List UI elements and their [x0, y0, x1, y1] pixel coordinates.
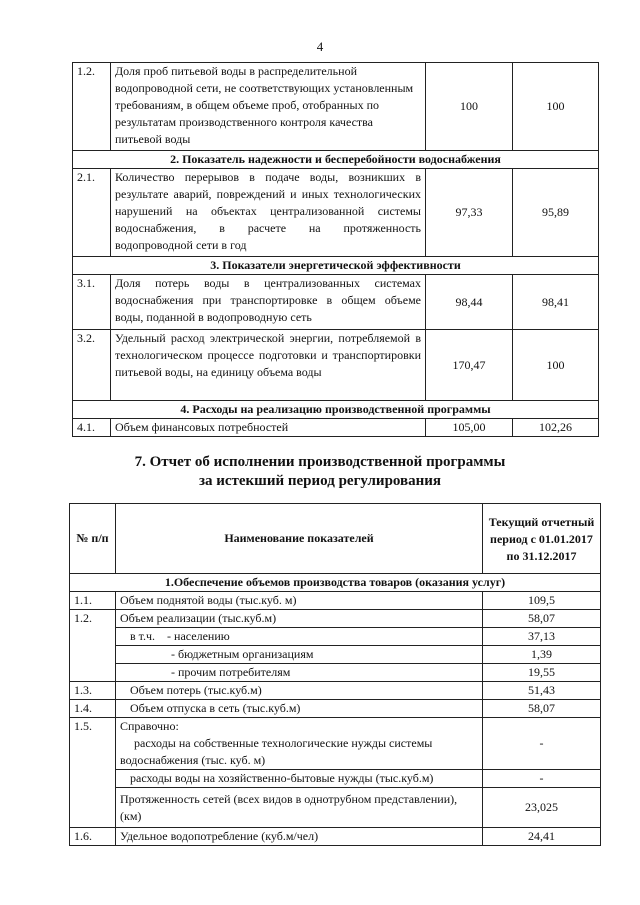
page-number: 4: [316, 39, 324, 54]
row-subtext: Протяженность сетей (всех видов в однотрубном представлении), (км): [116, 788, 483, 828]
row-value: 24,41: [483, 828, 601, 846]
row-value: 1,39: [483, 646, 601, 664]
table-row: [73, 275, 599, 330]
row-text: - бюджетным организациям: [116, 646, 483, 664]
row-text: Объем отпуска в сеть (тыс.куб.м): [116, 700, 483, 718]
row-text: Доля потерь воды в централизованных системах водоснабжения при транспортировке в общем объеме воды, поданной в водопроводную сеть: [111, 275, 426, 330]
row-num: 1.6.: [70, 828, 116, 846]
row-value: 109,5: [483, 592, 601, 610]
section-heading: 2. Показатель надежности и бесперебойности водоснабжения: [73, 151, 599, 169]
row-subtext: - населению: [167, 629, 230, 643]
row-num: 3.1.: [73, 275, 111, 330]
table-row: [70, 646, 601, 664]
row-num: 3.2.: [73, 330, 111, 401]
row-num: 1.1.: [70, 592, 116, 610]
row-value: -: [483, 718, 601, 770]
row-value-1: 105,00: [426, 419, 513, 437]
table-row: [70, 592, 601, 610]
table-row: [70, 700, 601, 718]
row-value: 37,13: [483, 628, 601, 646]
table-row: [70, 828, 601, 846]
row-text: - прочим потребителям: [116, 664, 483, 682]
row-num: 1.2.: [73, 63, 111, 151]
row-subtext: расходы воды на хозяйственно-бытовые нужды (тыс.куб.м): [116, 770, 483, 788]
row-num: 2.1.: [73, 169, 111, 257]
header-period: Текущий отчетный период с 01.01.2017 по 31.12.2017: [483, 504, 601, 574]
section-row: [73, 401, 599, 419]
row-text: Удельный расход электрической энергии, потребляемой в технологическом процессе подготовки и транспортировки питьевой воды, на единицу объема воды: [111, 330, 426, 401]
program-report-table: [69, 503, 601, 846]
section-7-title: [0, 453, 640, 491]
row-text: Объем финансовых потребностей: [111, 419, 426, 437]
table-row: [70, 682, 601, 700]
table-header-row: [70, 504, 601, 574]
row-text: [116, 718, 483, 770]
row-num: 1.5.: [70, 718, 116, 828]
row-value: 23,025: [483, 788, 601, 828]
row-subtext: расходы на собственные технологические нужды системы водоснабжения (тыс. куб. м): [120, 736, 433, 767]
row-value-2: 102,26: [513, 419, 599, 437]
section-heading: 3. Показатели энергетической эффективности: [73, 257, 599, 275]
section-row: [73, 257, 599, 275]
row-value-1: 170,47: [426, 330, 513, 401]
indicators-table: [72, 62, 599, 437]
table-row: [70, 718, 601, 770]
row-label: Справочно:: [120, 719, 179, 733]
table-row: [73, 419, 599, 437]
section-row: [70, 574, 601, 592]
row-num: 1.2.: [70, 610, 116, 682]
row-value-2: 100: [513, 330, 599, 401]
table-row: [73, 330, 599, 401]
row-text: Удельное водопотребление (куб.м/чел): [116, 828, 483, 846]
row-text: Объем потерь (тыс.куб.м): [116, 682, 483, 700]
section-7-title-line2: за истекший период регулирования: [198, 473, 442, 489]
table-row: [70, 770, 601, 788]
row-value-1: 100: [426, 63, 513, 151]
row-value-2: 98,41: [513, 275, 599, 330]
header-name: Наименование показателей: [116, 504, 483, 574]
table-row: [73, 63, 599, 151]
row-text: Доля проб питьевой воды в распределительной водопроводной сети, не соответствующих установленным требованиям, в общем объеме проб, отобранных по результатам производственного контроля качества питьевой воды: [111, 63, 426, 151]
row-text: [116, 628, 483, 646]
section-heading: 4. Расходы на реализацию производственной программы: [73, 401, 599, 419]
table-row: [70, 628, 601, 646]
row-value-2: 100: [513, 63, 599, 151]
row-value-1: 98,44: [426, 275, 513, 330]
table-row: [70, 664, 601, 682]
section-row: [73, 151, 599, 169]
section-1-heading: 1.Обеспечение объемов производства товаров (оказания услуг): [70, 574, 601, 592]
row-text: Количество перерывов в подаче воды, возникших в результате аварий, повреждений и иных технологических нарушений на объектах централизованной системы водоснабжения, в расчете на протяженность водопроводной сети в год: [111, 169, 426, 257]
table-row: [70, 788, 601, 828]
row-num: 1.4.: [70, 700, 116, 718]
row-value: 19,55: [483, 664, 601, 682]
row-num: 1.3.: [70, 682, 116, 700]
row-value-2: 95,89: [513, 169, 599, 257]
row-value: 58,07: [483, 700, 601, 718]
table-row: [73, 169, 599, 257]
table-row: [70, 610, 601, 628]
header-num: № п/п: [70, 504, 116, 574]
row-text: Объем реализации (тыс.куб.м): [116, 610, 483, 628]
row-value: -: [483, 770, 601, 788]
row-value-1: 97,33: [426, 169, 513, 257]
row-value: 58,07: [483, 610, 601, 628]
row-num: 4.1.: [73, 419, 111, 437]
section-7-title-line1: 7. Отчет об исполнении производственной программы: [134, 454, 506, 470]
row-text: Объем поднятой воды (тыс.куб. м): [116, 592, 483, 610]
row-value: 51,43: [483, 682, 601, 700]
row-prefix: в т.ч.: [130, 629, 156, 643]
